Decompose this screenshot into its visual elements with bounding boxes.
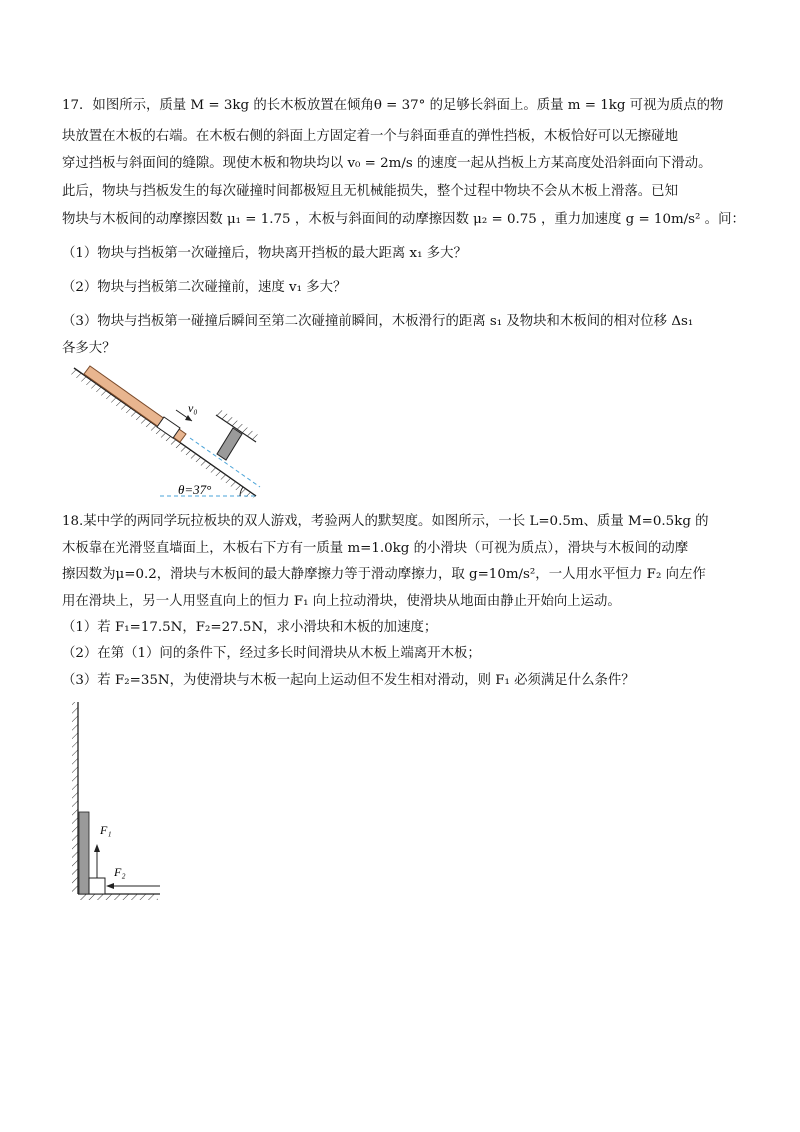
q17-line-4: 此后，物块与挡板发生的每次碰撞时间都极短且无机械能损失，整个过程中物块不会从木板上滑落。已知 bbox=[62, 184, 678, 199]
q18-line-4: 用在滑块上，另一人用竖直向上的恒力 F₁ 向上拉动滑块，使滑块从地面由静止开始向上运动。 bbox=[62, 594, 621, 609]
velocity-label: v₀ bbox=[188, 401, 198, 415]
q17-line-5: 物块与木板间的动摩擦因数 μ₁ = 1.75 ，木板与斜面间的动摩擦因数 μ₂ = 0.75 ，重力加速度 g = 10m/s² 。问： bbox=[62, 212, 745, 227]
ground bbox=[78, 894, 160, 900]
angle-label: θ=37° bbox=[178, 482, 212, 497]
slider-block bbox=[89, 878, 105, 894]
vertical-wall bbox=[72, 702, 78, 894]
q17-line-2: 块放置在木板的右端。在木板右侧的斜面上方固定着一个与斜面垂直的弹性挡板，木板恰好可以无擦碰地 bbox=[62, 129, 678, 144]
q17-line-1: 17．如图所示，质量 M = 3kg 的长木板放置在倾角θ = 37° 的足够长斜面上。质量 m = 1kg 可视为质点的物 bbox=[62, 98, 724, 113]
q18-wall-figure bbox=[68, 700, 168, 904]
q18-part-2: （2）在第（1）问的条件下，经过多长时间滑块从木板上端离开木板； bbox=[62, 646, 481, 661]
f2-label: F₂ bbox=[114, 865, 126, 879]
wooden-board bbox=[79, 812, 89, 894]
q17-incline-figure bbox=[60, 360, 280, 505]
q17-part-3: （3）物块与挡板第一碰撞后瞬间至第二次碰撞前瞬间，木板滑行的距离 s₁ 及物块和木板间的相对位移 Δs₁ bbox=[62, 314, 694, 329]
elastic-stopper bbox=[217, 428, 242, 460]
q18-line-2: 木板靠在光滑竖直墙面上，木板右下方有一质量 m=1.0kg 的小滑块（可视为质点），滑块与木板间的动摩 bbox=[62, 541, 689, 556]
f2-arrow bbox=[106, 883, 160, 889]
q18-line-1: 18.某中学的两同学玩拉板块的双人游戏，考验两人的默契度。如图所示，一长 L=0.5m、质量 M=0.5kg 的 bbox=[62, 514, 709, 529]
f1-arrow bbox=[94, 844, 100, 878]
f1-label: F₁ bbox=[100, 823, 112, 837]
q17-part-2: （2）物块与挡板第二次碰撞前，速度 v₁ 多大？ bbox=[62, 280, 347, 295]
incline-surface bbox=[68, 368, 256, 500]
q18-line-3: 擦因数为μ=0.2，滑块与木板间的最大静摩擦力等于滑动摩擦力，取 g=10m/s²，一人用水平恒力 F₂ 向左作 bbox=[62, 567, 706, 582]
q18-part-1: （1）若 F₁=17.5N，F₂=27.5N，求小滑块和木板的加速度； bbox=[62, 620, 438, 635]
q17-part-1: （1）物块与挡板第一次碰撞后，物块离开挡板的最大距离 x₁ 多大？ bbox=[62, 246, 467, 261]
q17-part-3-cont: 各多大？ bbox=[62, 341, 116, 356]
q18-part-3: （3）若 F₂=35N，为使滑块与木板一起向上运动但不发生相对滑动，则 F₁ 必须满足什么条件？ bbox=[62, 673, 635, 688]
q17-line-3: 穿过挡板与斜面间的缝隙。现使木板和物块均以 v₀ = 2m/s 的速度一起从挡板上方某高度处沿斜面向下滑动。 bbox=[62, 156, 712, 171]
